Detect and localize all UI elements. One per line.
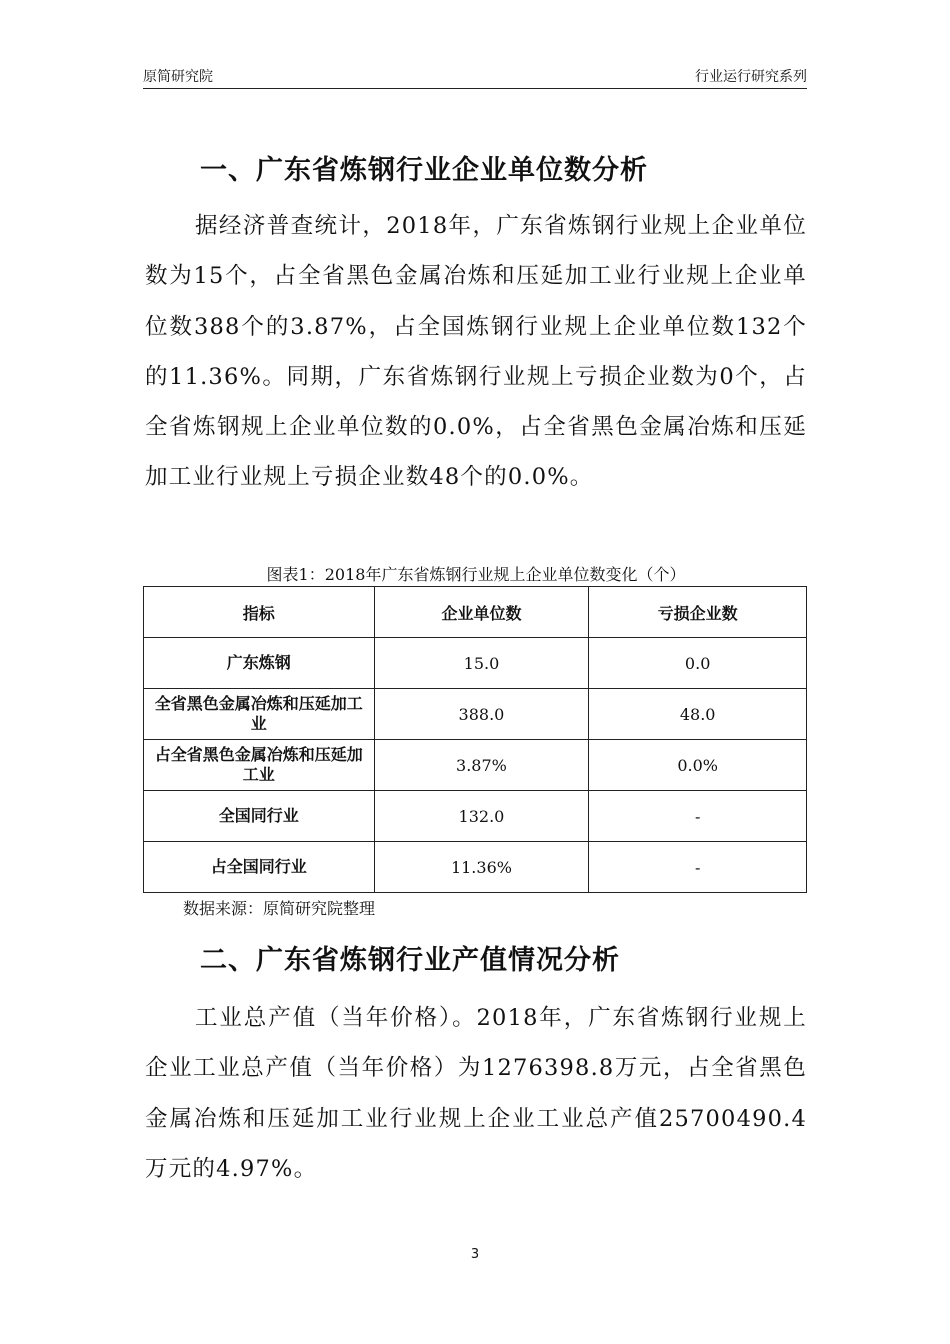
table-source-note: 数据来源：原简研究院整理 (183, 899, 376, 918)
row-loss: - (589, 791, 807, 842)
table-header-row (144, 587, 807, 638)
table-caption: 图表1：2018年广东省炼钢行业规上企业单位数变化（个） (266, 565, 686, 584)
table-header-cell: 企业单位数 (374, 587, 589, 638)
row-loss: 0.0% (589, 740, 807, 791)
row-label: 广东炼钢 (144, 638, 375, 689)
table-header-cell: 亏损企业数 (589, 587, 807, 638)
row-label: 占全国同行业 (144, 842, 375, 893)
row-units: 3.87% (374, 740, 589, 791)
section1-paragraph: 据经济普查统计，2018年，广东省炼钢行业规上企业单位数为15个，占全省黑色金属冶炼和压延加工业行业规上企业单位数388个的3.87%，占全国炼钢行业规上企业单位数132个的11.36%。同期，广东省炼钢行业规上亏损企业数为0个，占全省炼钢规上企业单位数的0.0%，占全省黑色金属冶炼和压延加工业行业规上亏损企业数48个的0.0%。 (145, 213, 807, 491)
table-row (144, 842, 807, 893)
section2-paragraph: 工业总产值（当年价格）。2018年，广东省炼钢行业规上企业工业总产值（当年价格）为1276398.8万元，占全省黑色金属冶炼和压延加工业行业规上企业工业总产值25700490.4万元的4.97%。 (145, 1005, 807, 1182)
row-loss: 0.0 (589, 638, 807, 689)
page-number: 3 (470, 1247, 480, 1262)
header-org-name: 原简研究院 (143, 69, 213, 85)
section2-title: 二、广东省炼钢行业产值情况分析 (200, 945, 620, 976)
row-loss: 48.0 (589, 689, 807, 740)
row-units: 11.36% (374, 842, 589, 893)
page-header (143, 62, 807, 89)
table-row (144, 791, 807, 842)
row-label: 全省黑色金属冶炼和压延加工业 (144, 689, 375, 740)
row-label: 全国同行业 (144, 791, 375, 842)
table-header-cell: 指标 (144, 587, 375, 638)
table-row (144, 689, 807, 740)
section1-title: 一、广东省炼钢行业企业单位数分析 (200, 155, 648, 186)
table-row (144, 638, 807, 689)
row-loss: - (589, 842, 807, 893)
row-units: 15.0 (374, 638, 589, 689)
header-series-name: 行业运行研究系列 (695, 69, 807, 85)
row-units: 132.0 (374, 791, 589, 842)
row-label: 占全省黑色金属冶炼和压延加工业 (144, 740, 375, 791)
table-row (144, 740, 807, 791)
row-units: 388.0 (374, 689, 589, 740)
unit-count-table (143, 586, 807, 893)
